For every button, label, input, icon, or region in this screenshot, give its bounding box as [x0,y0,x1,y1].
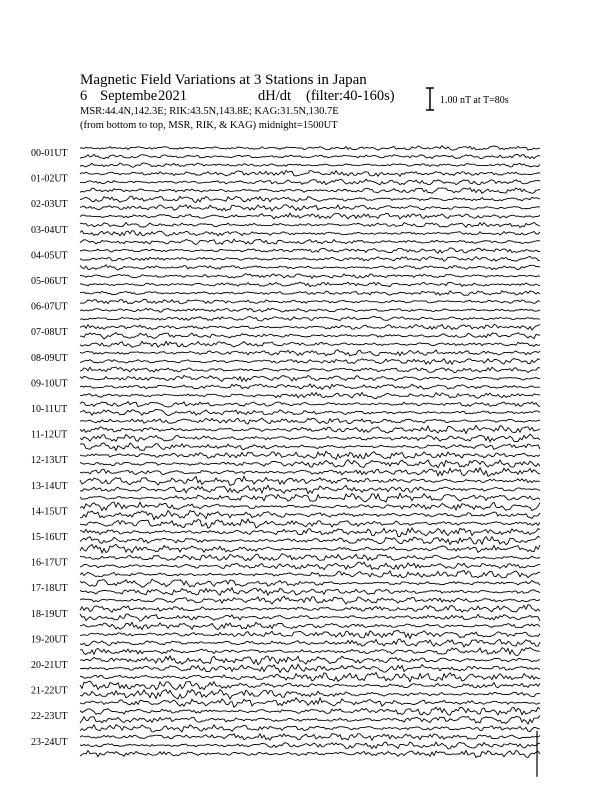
row-label-06-07UT: 06-07UT [31,301,68,313]
trace-07-08UT-KAG [80,324,540,330]
trace-08-09UT-MSR [80,367,540,372]
trace-12-13UT-MSR [80,468,540,477]
row-label-00-01UT: 00-01UT [31,148,68,159]
trace-15-16UT-MSR [80,544,540,552]
quantity-label: dH/dt [258,88,292,104]
row-label-group [31,148,68,748]
station-order-note: (from bottom to top, MSR, RIK, & KAG) midnight=1500UT [80,120,338,131]
trace-23-24UT-MSR [80,750,540,757]
trace-19-20UT-RIK [80,639,540,647]
trace-19-20UT-KAG [80,630,540,638]
row-label-08-09UT: 08-09UT [31,352,68,364]
trace-05-06UT-MSR [80,291,540,296]
trace-23-24UT-KAG [80,734,540,741]
date-day: 6 [80,88,88,104]
trace-09-10UT-MSR [80,393,540,399]
trace-13-14UT-MSR [80,493,540,502]
trace-07-08UT-MSR [80,341,540,347]
trace-10-11UT-RIK [80,409,540,415]
row-label-09-10UT: 09-10UT [31,378,68,390]
trace-20-21UT-RIK [80,664,540,672]
trace-08-09UT-RIK [80,359,540,365]
trace-10-11UT-KAG [80,402,540,408]
scale-label: 1.00 nT at T=80s [440,95,509,106]
trace-06-07UT-KAG [80,299,540,304]
station-coordinates: MSR:44.4N,142.3E; RIK:43.5N,143.8E; KAG:31.5N,130.7E [80,106,339,117]
row-label-23-24UT: 23-24UT [31,736,68,748]
trace-03-04UT-MSR [80,239,540,244]
trace-06-07UT-RIK [80,308,540,312]
date-year: 2021 [158,88,187,104]
row-label-11-12UT: 11-12UT [31,429,68,441]
trace-06-07UT-MSR [80,316,540,321]
trace-08-09UT-KAG [80,350,540,356]
row-label-13-14UT: 13-14UT [31,480,68,492]
trace-00-01UT-KAG [80,146,540,151]
row-label-12-13UT: 12-13UT [31,455,68,467]
trace-03-04UT-RIK [80,231,540,236]
trace-22-23UT-MSR [80,725,540,732]
trace-04-05UT-RIK [80,256,540,261]
row-label-18-19UT: 18-19UT [31,608,68,620]
trace-02-03UT-RIK [80,205,540,211]
row-label-05-06UT: 05-06UT [31,276,68,287]
row-label-01-02UT: 01-02UT [31,173,68,185]
trace-21-22UT-RIK [80,690,540,700]
trace-15-16UT-KAG [80,528,540,537]
trace-03-04UT-KAG [80,222,540,227]
trace-15-16UT-RIK [80,536,540,545]
trace-12-13UT-KAG [80,451,540,459]
trace-01-02UT-RIK [80,179,540,185]
trace-16-17UT-KAG [80,554,540,561]
row-label-22-23UT: 22-23UT [31,711,68,723]
row-label-19-20UT: 19-20UT [31,634,68,646]
row-label-20-21UT: 20-21UT [31,660,68,671]
row-label-02-03UT: 02-03UT [31,199,68,211]
trace-11-12UT-RIK [80,434,540,442]
trace-19-20UT-MSR [80,648,540,656]
filter-label: (filter:40-160s) [306,88,395,104]
trace-00-01UT-MSR [80,163,540,167]
trace-23-24UT-RIK [80,742,540,749]
trace-12-13UT-RIK [80,460,540,468]
trace-05-06UT-KAG [80,274,540,279]
row-label-16-17UT: 16-17UT [31,557,68,569]
trace-18-19UT-MSR [80,622,540,629]
trace-14-15UT-MSR [80,519,540,528]
trace-22-23UT-KAG [80,707,540,715]
trace-16-17UT-RIK [80,562,540,569]
trace-14-15UT-RIK [80,511,540,520]
date-month: Septembe [100,88,158,104]
trace-17-18UT-MSR [80,596,540,604]
trace-00-01UT-RIK [80,154,540,158]
row-label-14-15UT: 14-15UT [31,506,68,518]
trace-02-03UT-MSR [80,213,540,219]
row-label-21-22UT: 21-22UT [31,685,68,697]
row-label-07-08UT: 07-08UT [31,327,68,339]
row-label-17-18UT: 17-18UT [31,583,68,595]
trace-20-21UT-KAG [80,656,540,665]
trace-01-02UT-MSR [80,188,540,194]
trace-04-05UT-MSR [80,265,540,270]
trace-02-03UT-KAG [80,196,540,203]
trace-17-18UT-KAG [80,579,540,587]
trace-09-10UT-KAG [80,376,540,382]
trace-22-23UT-RIK [80,716,540,725]
trace-11-12UT-MSR [80,443,540,451]
scale-bar [426,88,434,110]
trace-16-17UT-MSR [80,570,540,577]
row-label-03-04UT: 03-04UT [31,224,68,236]
trace-21-22UT-KAG [80,681,540,690]
trace-11-12UT-KAG [80,426,540,434]
row-label-15-16UT: 15-16UT [31,532,68,543]
trace-10-11UT-MSR [80,418,540,424]
trace-21-22UT-MSR [80,698,540,707]
row-label-04-05UT: 04-05UT [31,250,68,262]
trace-05-06UT-RIK [80,282,540,287]
trace-20-21UT-MSR [80,673,540,682]
row-label-10-11UT: 10-11UT [31,404,68,415]
trace-01-02UT-KAG [80,171,540,177]
trace-09-10UT-RIK [80,384,540,389]
trace-13-14UT-KAG [80,476,540,485]
trace-13-14UT-RIK [80,485,540,493]
trace-17-18UT-RIK [80,588,540,596]
trace-14-15UT-KAG [80,502,540,511]
trace-18-19UT-KAG [80,605,540,613]
trace-group [80,146,540,777]
chart-title: Magnetic Field Variations at 3 Stations in Japan [80,72,367,88]
trace-18-19UT-RIK [80,614,540,621]
trace-04-05UT-KAG [80,248,540,253]
trace-07-08UT-RIK [80,333,540,339]
